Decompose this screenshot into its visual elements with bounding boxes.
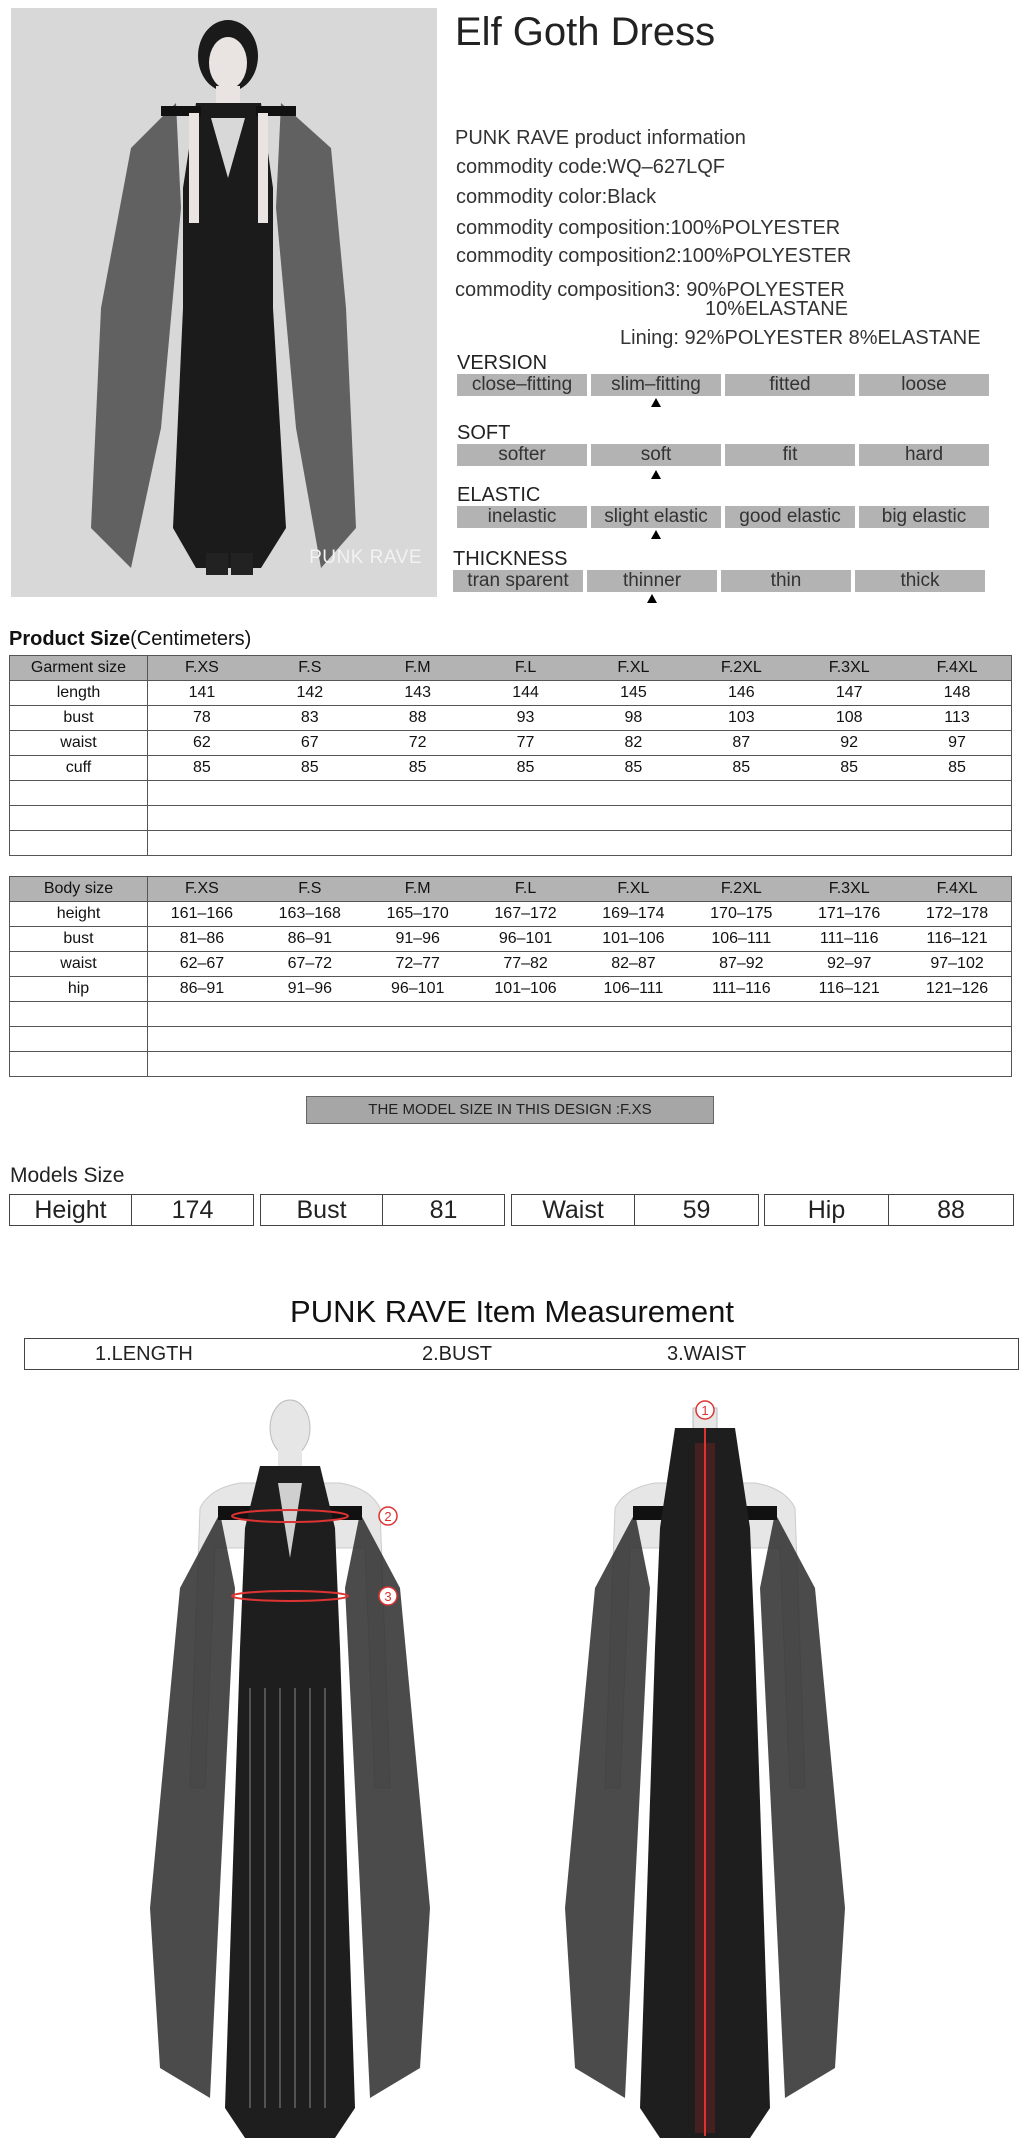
- garment-size-values-cell: [148, 756, 1012, 781]
- garment-size-cell: 97: [948, 734, 966, 751]
- scale-elastic-option: inelastic: [457, 506, 587, 528]
- garment-size-cell: 87: [732, 734, 751, 751]
- body-size-cell: F.4XL: [936, 880, 978, 897]
- body-size-header-row: [10, 877, 1012, 902]
- scale-soft: [457, 422, 989, 479]
- measurement-legend: [24, 1338, 1019, 1370]
- body-size-body: [10, 877, 1012, 1077]
- scale-elastic-options: [457, 506, 989, 528]
- model-bust-box: [260, 1194, 505, 1226]
- measurement-title: PUNK RAVE Item Measurement: [290, 1294, 734, 1329]
- body-size-cell: 170–175: [710, 905, 773, 922]
- garment-size-cell: 85: [300, 759, 319, 776]
- model-waist-label: Waist: [542, 1196, 604, 1224]
- table-row: [10, 902, 1012, 927]
- garment-size-cell: F.4XL: [936, 659, 978, 676]
- scale-elastic-label: ELASTIC: [457, 484, 541, 506]
- scale-soft-option: fit: [725, 444, 855, 466]
- garment-size-values: [148, 759, 1011, 777]
- scale-elastic-marker-icon: [651, 530, 661, 539]
- body-size-values: [148, 880, 1011, 898]
- dress-front-figure: [140, 1388, 440, 2153]
- marker-waist: 3: [384, 1589, 392, 1604]
- body-size-values: [148, 980, 1011, 998]
- table-row-empty: [10, 1027, 1012, 1052]
- garment-size-cell: 85: [948, 759, 966, 776]
- table-row: [10, 681, 1012, 706]
- info-code-label: commodity code:: [456, 156, 608, 178]
- table-row: [10, 756, 1012, 781]
- marker-bust: 2: [384, 1509, 392, 1524]
- body-size-cell: 86–91: [179, 980, 225, 997]
- body-size-cell: 91–96: [287, 980, 333, 997]
- body-size-cell: 91–96: [395, 930, 440, 947]
- garment-size-cell: F.2XL: [720, 659, 762, 676]
- body-size-cell: 161–166: [170, 905, 234, 922]
- body-size-cell: 167–172: [494, 905, 557, 922]
- info-color: [456, 185, 656, 209]
- scale-thickness-options: [453, 570, 985, 592]
- body-size-cell: F.XL: [617, 880, 650, 897]
- body-size-cell: 62–67: [179, 955, 225, 972]
- scale-soft-label: SOFT: [457, 422, 511, 444]
- garment-size-values-cell: [148, 806, 1012, 831]
- garment-size-header-label: Garment size: [10, 656, 148, 681]
- garment-size-values: [148, 709, 1011, 727]
- garment-size-cell: 93: [516, 709, 535, 726]
- garment-size-cell: 85: [732, 759, 751, 776]
- scale-elastic-option: big elastic: [859, 506, 989, 528]
- body-size-cell: 171–176: [818, 905, 881, 922]
- scale-version-option: fitted: [725, 374, 855, 396]
- body-size-table: [9, 876, 1012, 1077]
- scale-version-option: slim–fitting: [591, 374, 721, 396]
- garment-size-cell: 103: [727, 709, 755, 726]
- measurement-item-waist: 3.WAIST: [667, 1343, 747, 1365]
- model-hip-value: 88: [888, 1195, 1013, 1225]
- garment-size-cell: 78: [193, 709, 211, 726]
- table-row-empty: [10, 781, 1012, 806]
- scale-elastic-option: slight elastic: [591, 506, 721, 528]
- info-composition2: [456, 244, 851, 268]
- garment-size-row-label: bust: [10, 706, 148, 731]
- body-size-cell: 101–106: [494, 980, 557, 997]
- info-composition3-line1: 90%POLYESTER: [686, 279, 845, 301]
- product-size-title: [9, 628, 251, 651]
- body-size-empty-label: [10, 1002, 148, 1027]
- body-size-cell: 81–86: [179, 930, 225, 947]
- scale-thickness: [453, 548, 985, 603]
- product-size-unit: (Centimeters): [130, 628, 252, 650]
- scale-elastic: [457, 484, 989, 539]
- body-size-values-cell: [148, 1052, 1012, 1077]
- garment-size-values-cell: [148, 831, 1012, 856]
- scale-version: [457, 352, 989, 407]
- scale-soft-option: hard: [859, 444, 989, 466]
- table-row-empty: [10, 1002, 1012, 1027]
- body-size-cell: F.3XL: [828, 880, 870, 897]
- garment-size-values-cell: [148, 681, 1012, 706]
- garment-size-row-label: length: [10, 681, 148, 706]
- garment-size-cell: 82: [624, 734, 643, 751]
- garment-size-cell: 147: [835, 684, 863, 701]
- garment-size-cell: 146: [727, 684, 755, 701]
- body-size-values: [148, 955, 1011, 973]
- info-lining-value: 92%POLYESTER 8%ELASTANE: [684, 327, 981, 349]
- body-size-empty-label: [10, 1052, 148, 1077]
- models-size-title: Models Size: [10, 1164, 125, 1187]
- garment-size-values-cell: [148, 731, 1012, 756]
- scale-thickness-marker-icon: [647, 594, 657, 603]
- scale-version-option: loose: [859, 374, 989, 396]
- info-composition-value: 100%POLYESTER: [670, 217, 841, 239]
- garment-size-row-label: waist: [10, 731, 148, 756]
- garment-size-table: [9, 655, 1012, 856]
- body-size-cell: 165–170: [386, 905, 449, 922]
- garment-size-cell: F.L: [514, 659, 537, 676]
- body-size-cell: F.XS: [185, 880, 219, 897]
- info-code-value: WQ–627LQF: [607, 156, 725, 178]
- garment-size-values-cell: [148, 706, 1012, 731]
- dress-back-figure: [555, 1388, 855, 2153]
- scale-thickness-option: tran sparent: [453, 570, 583, 592]
- garment-size-cell: F.XL: [617, 659, 650, 676]
- table-row-empty: [10, 806, 1012, 831]
- model-height-label: Height: [34, 1196, 107, 1224]
- garment-size-cell: F.M: [404, 659, 431, 676]
- table-row-empty: [10, 1052, 1012, 1077]
- garment-size-empty-label: [10, 806, 148, 831]
- body-size-row-label: waist: [10, 952, 148, 977]
- garment-size-values-cell: [148, 656, 1012, 681]
- body-size-cell: F.2XL: [720, 880, 762, 897]
- model-waist-value: 59: [634, 1195, 758, 1225]
- model-bust-label: Bust: [296, 1196, 347, 1224]
- garment-size-empty-label: [10, 831, 148, 856]
- body-size-cell: 106–111: [603, 980, 664, 997]
- scale-elastic-option: good elastic: [725, 506, 855, 528]
- measurement-item-length: 1.LENGTH: [95, 1343, 193, 1365]
- body-size-cell: 106–111: [711, 930, 772, 947]
- garment-size-cell: F.S: [298, 659, 322, 676]
- scale-thickness-option: thick: [855, 570, 985, 592]
- info-composition: [456, 216, 840, 240]
- body-size-row-label: bust: [10, 927, 148, 952]
- table-row-empty: [10, 831, 1012, 856]
- body-size-cell: F.L: [514, 880, 537, 897]
- body-size-values-cell: [148, 977, 1012, 1002]
- garment-size-cell: 113: [944, 709, 970, 726]
- garment-size-empty-label: [10, 781, 148, 806]
- body-size-cell: 111–116: [819, 930, 879, 947]
- model-bust-value: 81: [382, 1195, 504, 1225]
- model-hip-label: Hip: [807, 1196, 846, 1224]
- garment-size-cell: 72: [408, 734, 427, 751]
- info-code: [456, 155, 725, 179]
- marker-length: 1: [701, 1403, 709, 1418]
- table-row: [10, 952, 1012, 977]
- garment-size-cell: 88: [408, 709, 427, 726]
- body-size-empty-label: [10, 1027, 148, 1052]
- info-composition3-line2: 10%ELASTANE: [705, 298, 849, 320]
- body-size-cell: 172–178: [925, 905, 989, 922]
- info-composition2-value: 100%POLYESTER: [681, 245, 852, 267]
- garment-size-values: [148, 659, 1011, 677]
- watermark: PUNK RAVE: [309, 547, 422, 568]
- garment-size-cell: 67: [300, 734, 319, 751]
- info-heading: PUNK RAVE product information: [455, 127, 746, 149]
- body-size-cell: 86–91: [287, 930, 333, 947]
- table-row: [10, 977, 1012, 1002]
- body-size-values-cell: [148, 902, 1012, 927]
- model-height-value: 174: [131, 1195, 253, 1225]
- body-size-cell: F.M: [404, 880, 431, 897]
- scale-soft-marker-icon: [651, 470, 661, 479]
- body-size-cell: 96–101: [390, 980, 445, 997]
- garment-size-cell: 85: [624, 759, 643, 776]
- garment-size-cell: 85: [516, 759, 535, 776]
- garment-size-cell: F.XS: [185, 659, 219, 676]
- body-size-cell: 67–72: [287, 955, 333, 972]
- body-size-values-cell: [148, 877, 1012, 902]
- garment-size-cell: 108: [835, 709, 863, 726]
- dress-back-illustration: [555, 1388, 855, 2148]
- garment-size-cell: 144: [512, 684, 539, 701]
- garment-size-cell: 77: [516, 734, 535, 751]
- body-size-cell: 87–92: [719, 955, 764, 972]
- model-size-note: THE MODEL SIZE IN THIS DESIGN :F.XS: [306, 1096, 714, 1124]
- body-size-header-label: Body size: [10, 877, 148, 902]
- garment-size-body: [10, 656, 1012, 856]
- scale-thickness-label: THICKNESS: [453, 548, 568, 570]
- scale-thickness-option: thinner: [587, 570, 717, 592]
- model-illustration: [11, 8, 437, 597]
- model-hip-box: [764, 1194, 1014, 1226]
- info-lining: [620, 326, 981, 350]
- body-size-cell: 101–106: [602, 930, 665, 947]
- product-photo: [11, 8, 437, 597]
- body-size-cell: 116–121: [926, 930, 988, 947]
- info-composition3-label: commodity composition3:: [455, 279, 681, 301]
- body-size-values-cell: [148, 952, 1012, 977]
- body-size-cell: 116–121: [818, 980, 880, 997]
- dress-front-illustration: [140, 1388, 440, 2148]
- garment-size-values-cell: [148, 781, 1012, 806]
- info-color-label: commodity color:: [456, 186, 608, 208]
- body-size-cell: 111–116: [711, 980, 771, 997]
- garment-size-cell: 98: [624, 709, 643, 726]
- garment-size-cell: 85: [408, 759, 427, 776]
- scale-version-options: [457, 374, 989, 396]
- garment-size-cell: 141: [188, 684, 216, 701]
- table-row: [10, 731, 1012, 756]
- body-size-row-label: hip: [10, 977, 148, 1002]
- info-composition-label: commodity composition:: [456, 217, 671, 239]
- garment-size-cell: 148: [943, 684, 971, 701]
- scale-version-label: VERSION: [457, 352, 548, 374]
- body-size-cell: 97–102: [930, 955, 984, 972]
- body-size-cell: 163–168: [278, 905, 341, 922]
- body-size-values-cell: [148, 1002, 1012, 1027]
- garment-size-row-label: cuff: [10, 756, 148, 781]
- measurement-item-bust: 2.BUST: [422, 1343, 493, 1365]
- body-size-cell: 92–97: [826, 955, 872, 972]
- product-size-title-text: Product Size: [9, 628, 131, 650]
- garment-size-values: [148, 734, 1011, 752]
- garment-size-cell: F.3XL: [828, 659, 870, 676]
- garment-size-cell: 85: [840, 759, 859, 776]
- body-size-values: [148, 930, 1011, 948]
- body-size-cell: 72–77: [395, 955, 440, 972]
- info-color-value: Black: [607, 186, 657, 208]
- body-size-cell: 77–82: [503, 955, 548, 972]
- garment-size-cell: 92: [840, 734, 859, 751]
- body-size-values-cell: [148, 927, 1012, 952]
- info-composition2-label: commodity composition2:: [456, 245, 682, 267]
- table-row: [10, 706, 1012, 731]
- scale-version-option: close–fitting: [457, 374, 587, 396]
- body-size-cell: 121–126: [925, 980, 989, 997]
- body-size-grid: [9, 876, 1012, 1077]
- body-size-row-label: height: [10, 902, 148, 927]
- body-size-cell: F.S: [298, 880, 322, 897]
- scale-thickness-option: thin: [721, 570, 851, 592]
- body-size-values-cell: [148, 1027, 1012, 1052]
- body-size-cell: 169–174: [602, 905, 665, 922]
- garment-size-cell: 143: [404, 684, 432, 701]
- garment-size-header-row: [10, 656, 1012, 681]
- body-size-cell: 82–87: [611, 955, 656, 972]
- info-lining-label: Lining:: [620, 327, 679, 349]
- body-size-cell: 96–101: [498, 930, 553, 947]
- body-size-values: [148, 905, 1011, 923]
- scale-soft-options: [457, 444, 989, 466]
- scale-version-marker-icon: [651, 398, 661, 407]
- garment-size-cell: 62: [193, 734, 211, 751]
- product-title: Elf Goth Dress: [455, 10, 716, 54]
- garment-size-cell: 142: [296, 684, 324, 701]
- table-row: [10, 927, 1012, 952]
- garment-size-cell: 83: [300, 709, 319, 726]
- garment-size-values: [148, 684, 1011, 702]
- model-waist-box: [511, 1194, 759, 1226]
- scale-soft-option: soft: [591, 444, 721, 466]
- scale-soft-option: softer: [457, 444, 587, 466]
- garment-size-cell: 145: [620, 684, 647, 701]
- garment-size-grid: [9, 655, 1012, 856]
- model-height-box: [9, 1194, 254, 1226]
- garment-size-cell: 85: [193, 759, 211, 776]
